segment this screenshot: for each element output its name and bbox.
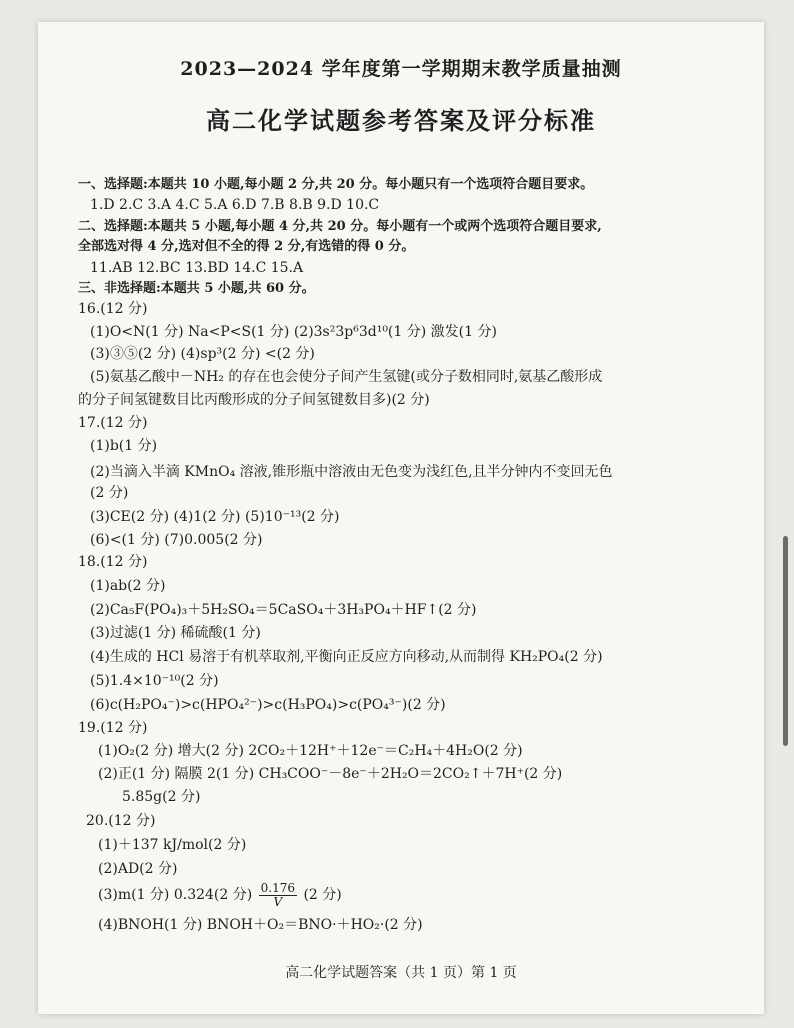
fraction-numerator: 0.176 [260, 880, 296, 895]
exam-title: 2023—2024 学年度第一学期期末教学质量抽测 [180, 58, 622, 80]
q20-line2: (2)AD(2 分) [98, 861, 178, 877]
q20-title: 20.(12 分) [86, 813, 156, 829]
q16-line2: (3)③⑤(2 分) (4)sp³(2 分) <(2 分) [90, 346, 315, 362]
q16-line4: 的分子间氢键数目比丙酸形成的分子间氢键数目多)(2 分) [78, 392, 430, 408]
scrollbar-thumb[interactable] [783, 536, 788, 746]
q20-line1: (1)＋137 kJ/mol(2 分) [98, 837, 247, 853]
q20-line3-text: (3)m(1 分) 0.324(2 分) [98, 887, 253, 903]
q16-line1: (1)O<N(1 分) Na<P<S(1 分) (2)3s²3p⁶3d¹⁰(1 分) 激发(1 分) [90, 324, 497, 340]
q18-line3: (3)过滤(1 分) 稀硫酸(1 分) [90, 625, 261, 641]
q19-line2: (2)正(1 分) 隔膜 2(1 分) CH₃COO⁻－8e⁻＋2H₂O＝2CO₂↑＋7H⁺(2 分) [98, 766, 563, 782]
q19-title: 19.(12 分) [78, 720, 148, 736]
q18-line2: (2)Ca₅F(PO₄)₃＋5H₂SO₄＝5CaSO₄＋3H₃PO₄＋HF↑(2 分) [90, 602, 477, 618]
q18-line4: (4)生成的 HCl 易溶于有机萃取剂,平衡向正反应方向移动,从而制得 KH₂PO₄(2 分) [90, 649, 603, 665]
page-footer: 高二化学试题答案（共 1 页）第 1 页 [285, 965, 517, 981]
section2-answers: 11.AB 12.BC 13.BD 14.C 15.A [90, 260, 304, 276]
fraction [259, 882, 297, 909]
q19-line3: 5.85g(2 分) [122, 789, 201, 805]
q18-line1: (1)ab(2 分) [90, 578, 166, 594]
answer-key-title: 高二化学试题参考答案及评分标准 [206, 106, 596, 135]
section2-heading: 二、选择题:本题共 5 小题,每小题 4 分,共 20 分。每小题有一个或两个选项符合题目要求, [78, 219, 602, 234]
q17-line2: (2)当滴入半滴 KMnO₄ 溶液,锥形瓶中溶液由无色变为浅红色,且半分钟内不变回无色 [90, 464, 613, 480]
section3-heading: 三、非选择题:本题共 5 小题,共 60 分。 [78, 281, 315, 296]
q18-line6: (6)c(H₂PO₄⁻)>c(HPO₄²⁻)>c(H₃PO₄)>c(PO₄³⁻)(2 分) [90, 697, 446, 713]
q16-title: 16.(12 分) [78, 301, 148, 317]
section1-heading: 一、选择题:本题共 10 小题,每小题 2 分,共 20 分。每小题只有一个选项符合题目要求。 [78, 177, 594, 192]
q19-line1: (1)O₂(2 分) 增大(2 分) 2CO₂＋12H⁺＋12e⁻＝C₂H₄＋4H₂O(2 分) [98, 743, 523, 759]
q18-title: 18.(12 分) [78, 554, 148, 570]
section2-heading-cont: 全部选对得 4 分,选对但不全的得 2 分,有选错的得 0 分。 [78, 239, 415, 254]
answer-sheet-page [38, 22, 764, 1014]
q20-line4: (4)BNOH(1 分) BNOH＋O₂＝BNO·＋HO₂·(2 分) [98, 917, 423, 933]
q17-line3: (2 分) [90, 485, 129, 501]
q20-line3-score: (2 分) [303, 887, 342, 903]
section1-answers: 1.D 2.C 3.A 4.C 5.A 6.D 7.B 8.B 9.D 10.C [90, 197, 380, 213]
q17-line1: (1)b(1 分) [90, 438, 158, 454]
q16-line3: (5)氨基乙酸中－NH₂ 的存在也会使分子间产生氢键(或分子数相同时,氨基乙酸形成 [90, 369, 603, 385]
q20-line3 [98, 880, 342, 910]
q17-line4: (3)CE(2 分) (4)1(2 分) (5)10⁻¹³(2 分) [90, 509, 340, 525]
fraction-denominator: V [273, 894, 283, 909]
q17-title: 17.(12 分) [78, 415, 148, 431]
q18-line5: (5)1.4×10⁻¹⁰(2 分) [90, 673, 219, 689]
q17-line5: (6)<(1 分) (7)0.005(2 分) [90, 532, 263, 548]
